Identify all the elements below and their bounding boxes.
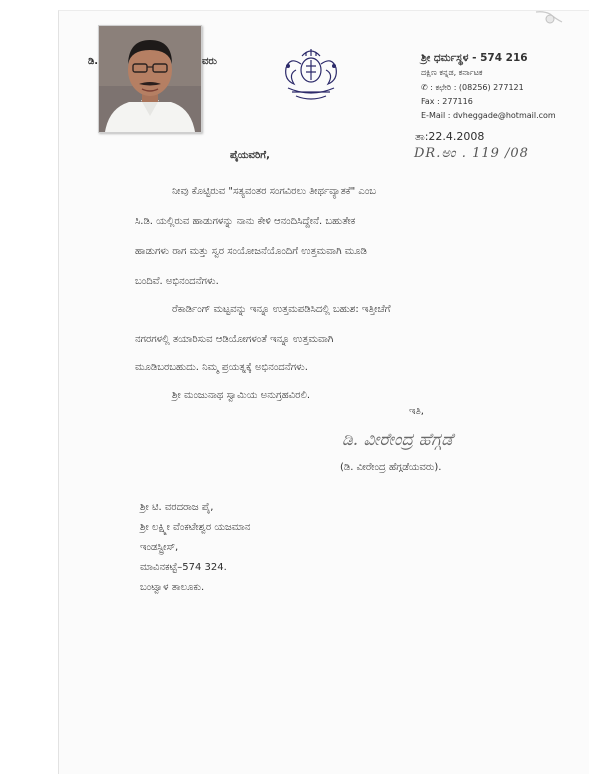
email-line: E-Mail : dvheggade@hotmail.com bbox=[421, 111, 556, 120]
letterhead-contact bbox=[421, 52, 556, 122]
paragraph-2-line-3: ಮೂಡಿಬರಬಹುದು. ನಿಮ್ಮ ಪ್ರಯತ್ನಕ್ಕೆ ಅಭಿನಂದನೆಗಳು. bbox=[135, 362, 308, 373]
address-line-1: ಶ್ರೀ ಧರ್ಮಸ್ಥಳ - 574 216 bbox=[421, 52, 528, 64]
paragraph-1-line-1: ನೀವು ಕೊಟ್ಟಿರುವ "ಸತ್ಯವಂತರ ಸಂಗವಿರಲು ತೀರ್ಥವ್ಯಾತಕೆ" ಎಂಬ bbox=[172, 186, 377, 197]
recipient-line-2: ಶ್ರೀ ಲಕ್ಷ್ಮೀ ವೆಂಕಟೇಶ್ವರ ಯಜಮಾನ bbox=[140, 522, 251, 533]
sender-name-prefix: ಡಿ. bbox=[88, 56, 99, 67]
paragraph-1-line-2: ಸಿ.ಡಿ. ಯಲ್ಲಿರುವ ಹಾಡುಗಳನ್ನು ನಾನು ಕೇಳಿ ಆನಂದಿಸಿದ್ದೇನೆ. ಬಹುತೇಕ bbox=[135, 216, 356, 227]
blessing-line: ಶ್ರೀ ಮಂಜುನಾಥ ಸ್ವಾಮಿಯ ಅನುಗ್ರಹವಿರಲಿ. bbox=[172, 390, 311, 401]
state-emblem-logo bbox=[276, 44, 346, 104]
address-line-2: ದಕ್ಷಿಣ ಕನ್ನಡ, ಕರ್ನಾಟಕ bbox=[421, 68, 483, 77]
reference-number-handwritten: DR.ಅಂ . 119 /08 bbox=[414, 146, 529, 161]
closing-iti: ಇತಿ, bbox=[409, 406, 424, 417]
portrait-image bbox=[99, 26, 201, 132]
recipient-line-5: ಬಂಟ್ವಾಳ ತಾಲೂಕು. bbox=[140, 582, 205, 593]
recipient-line-3: ಇಂಡಸ್ಟ್ರೀಸ್, bbox=[140, 542, 179, 553]
portrait-photo bbox=[98, 25, 202, 133]
torn-corner bbox=[534, 10, 564, 28]
recipient-line-1: ಶ್ರೀ ಟಿ. ವರದರಾಜ ಪೈ, bbox=[140, 502, 214, 513]
phone-line: ✆ : ಕಛೇರಿ : (08256) 277121 bbox=[421, 83, 524, 92]
paragraph-2-line-2: ನಗರಗಳಲ್ಲಿ ತಯಾರಿಸುವ ಆಡಿಯೋಗಳಂತೆ ಇನ್ನೂ ಉತ್ತಮವಾಗಿ bbox=[135, 334, 334, 345]
fax-line: Fax : 277116 bbox=[421, 97, 473, 106]
handwritten-signature: ಡಿ. ವೀರೇಂದ್ರ ಹೆಗ್ಗಡೆ bbox=[342, 430, 453, 450]
salutation: ಪೈಯವರಿಗೆ, bbox=[230, 150, 270, 161]
paragraph-1-line-3: ಹಾಡುಗಳು ರಾಗ ಮತ್ತು ಸ್ವರ ಸಂಯೋಜನೆಯೊಂದಿಗೆ ಉತ್ತಮವಾಗಿ ಮೂಡಿ bbox=[135, 246, 367, 257]
letter-date: ತಾ:22.4.2008 bbox=[415, 130, 485, 143]
signatory-name: (ಡಿ. ವೀರೇಂದ್ರ ಹೆಗ್ಗಡೆಯವರು). bbox=[340, 462, 442, 473]
recipient-line-4: ಮಾವಿನಕಟ್ಟೆ–574 324. bbox=[140, 562, 227, 573]
sender-name-suffix: ವರು bbox=[202, 56, 217, 67]
paragraph-1-line-4: ಬಂದಿವೆ. ಅಭಿನಂದನೆಗಳು. bbox=[135, 276, 219, 287]
paragraph-2-line-1: ರೆಕಾರ್ಡಿಂಗ್ ಮಟ್ಟವನ್ನು ಇನ್ನೂ ಉತ್ತಮಪಡಿಸಿದಲ್ಲಿ ಬಹುಶ: ಇತ್ತೀಚೆಗೆ bbox=[172, 304, 391, 315]
